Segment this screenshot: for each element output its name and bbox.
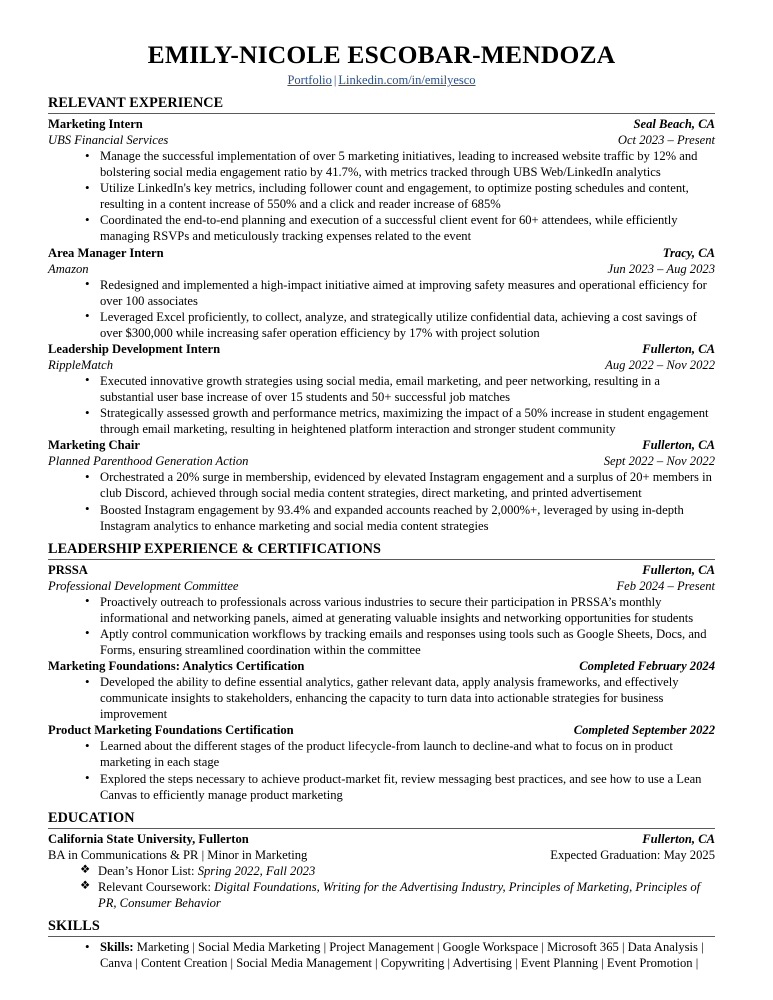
entry-subheader-row xyxy=(48,132,715,148)
skills-value: Marketing | Social Media Marketing | Project Management | Google Workspace | Microsoft 365 | Data Analysis | Canva | Content Creation | Social Media Management | Copywriting | Advertising | Event Planning | Event Promotion | xyxy=(100,940,704,971)
certification-date: Completed September 2022 xyxy=(573,723,715,738)
entry-header-row xyxy=(48,658,715,674)
section-heading: EDUCATION xyxy=(48,809,135,826)
certification-title: Marketing Foundations: Analytics Certification xyxy=(48,659,305,674)
list-item: • Orchestrated a 20% surge in membership, evidenced by elevated Instagram engagement and a surplus of 20+ members in club Discord, achieved through social media content strategies, direct marketing, and printed advertisement xyxy=(48,469,715,501)
certification-title: Product Marketing Foundations Certification xyxy=(48,723,294,738)
entry-subheader-row xyxy=(48,453,715,469)
school-location: Fullerton, CA xyxy=(642,831,715,846)
list-item xyxy=(48,863,715,879)
section-leadership-certifications xyxy=(48,541,715,803)
linkedin-link[interactable]: Linkedin.com/in/emilyesco xyxy=(338,73,476,87)
list-item: • Strategically assessed growth and performance metrics, maximizing the impact of a 50% increase in student engagement through email marketing, resulting in heightened platform interaction and stronger student community xyxy=(48,405,715,437)
entry-subheader-row xyxy=(48,357,715,373)
section-divider xyxy=(48,113,715,114)
role-date: Feb 2024 – Present xyxy=(616,578,715,593)
organization: UBS Financial Services xyxy=(48,133,169,147)
graduation-date: Expected Graduation: May 2025 xyxy=(550,847,715,862)
section-heading: SKILLS xyxy=(48,918,100,934)
job-date: Jun 2023 – Aug 2023 xyxy=(607,261,715,276)
section-heading: RELEVANT EXPERIENCE xyxy=(48,95,224,111)
entry-header-row xyxy=(48,722,715,738)
list-item: • Leveraged Excel proficiently, to collect, analyze, and strategically utilize confidential data, achieving a cost savings of over $300,000 while increasing safer operation efficiency by 17% with project solution xyxy=(48,309,715,341)
list-item: • Executed innovative growth strategies using social media, email marketing, and peer networking, resulting in a substantial user base increase of over 15 students and 50+ successful job matches xyxy=(48,373,715,405)
bullet-list xyxy=(48,674,715,722)
skills-bullet-list xyxy=(48,939,715,971)
section-divider xyxy=(48,936,715,937)
section-divider xyxy=(48,559,715,560)
job-location: Seal Beach, CA xyxy=(633,117,715,131)
coursework-label: Relevant Coursework: xyxy=(98,879,211,894)
honors-value: Spring 2022, Fall 2023 xyxy=(197,863,316,878)
certification-date: Completed February 2024 xyxy=(579,659,715,674)
entry-header-row xyxy=(48,437,715,453)
page-title: EMILY-NICOLE ESCOBAR-MENDOZA xyxy=(147,40,616,69)
section-heading: LEADERSHIP EXPERIENCE & CERTIFICATIONS xyxy=(48,540,381,557)
job-title: Area Manager Intern xyxy=(48,245,164,260)
list-item: • Utilize LinkedIn's key metrics, including follower count and engagement, to optimize posting schedules and content, resulting in a content increase of 550% and a click and reader increase of 685% xyxy=(48,180,715,212)
organization-name: PRSSA xyxy=(48,562,88,577)
job-title: Marketing Intern xyxy=(48,117,143,131)
portfolio-link[interactable]: Portfolio xyxy=(287,73,332,87)
certification-entry xyxy=(48,722,715,802)
list-item: • Learned about the different stages of the product lifecycle-from launch to decline-and what to focus on in product marketing in each stage xyxy=(48,738,715,770)
entry-header-row xyxy=(48,341,715,357)
organization: Amazon xyxy=(48,261,89,276)
skills-label: Skills: xyxy=(100,940,134,954)
entry-header-row xyxy=(48,116,715,132)
organization: RippleMatch xyxy=(48,357,114,372)
bullet-list xyxy=(48,148,715,245)
job-location: Tracy, CA xyxy=(662,245,715,260)
list-item: • Proactively outreach to professionals across various industries to secure their participation in PRSSA’s monthly informational and networking panels, aimed at generating valuable insights and networking opportunities for students xyxy=(48,594,715,626)
entry-subheader-row xyxy=(48,261,715,277)
list-item: • Coordinated the end-to-end planning and execution of a successful client event for 60+ attendees, while efficiently managing RSVPs and meticulously tracking expenses related to the event xyxy=(48,212,715,244)
contact-links xyxy=(48,72,715,88)
bullet-list xyxy=(48,594,715,658)
job-date: Aug 2022 – Nov 2022 xyxy=(605,357,715,372)
section-relevant-experience xyxy=(48,95,715,534)
bullet-list xyxy=(48,373,715,437)
role-title: Professional Development Committee xyxy=(48,578,239,593)
list-item xyxy=(48,939,715,971)
certification-entry xyxy=(48,658,715,722)
link-separator: | xyxy=(333,73,337,87)
section-divider xyxy=(48,828,715,829)
experience-entry xyxy=(48,341,715,437)
list-item: • Manage the successful implementation of over 5 marketing initiatives, leading to increased website traffic by 12% and bolstering social media engagement ratio by 41.7%, with metrics tracked through UBS Web/LinkedIn analytics xyxy=(48,148,715,180)
entry-header-row xyxy=(48,831,715,847)
job-location: Fullerton, CA xyxy=(642,438,715,453)
leadership-entry xyxy=(48,562,715,658)
section-education xyxy=(48,810,715,911)
bullet-list xyxy=(48,738,715,802)
entry-header-row xyxy=(48,245,715,261)
list-item xyxy=(48,879,715,911)
education-bullet-list xyxy=(48,863,715,911)
list-item: • Redesigned and implemented a high-impact initiative aimed at improving safety measures and operational efficiency for over 100 associates xyxy=(48,277,715,309)
list-item: • Explored the steps necessary to achieve product-market fit, review messaging best practices, and see how to use a Lean Canvas to efficiently manage product marketing xyxy=(48,771,715,803)
organization: Planned Parenthood Generation Action xyxy=(48,454,249,469)
coursework-value: Digital Foundations, Writing for the Advertising Industry, Principles of Marketing, Principles of PR, Consumer Behavior xyxy=(98,879,701,910)
job-title: Marketing Chair xyxy=(48,438,140,453)
bullet-list xyxy=(48,277,715,341)
school-name: California State University, Fullerton xyxy=(48,831,249,846)
job-date: Sept 2022 – Nov 2022 xyxy=(603,454,715,469)
experience-entry xyxy=(48,116,715,245)
experience-entry xyxy=(48,437,715,533)
entry-subheader-row xyxy=(48,578,715,594)
entry-subheader-row xyxy=(48,847,715,863)
list-item: • Boosted Instagram engagement by 93.4% and expanded accounts reached by 2,000%+, leveraged by using in-depth Instagram analytics to enhance marketing and social media content strategies xyxy=(48,502,715,534)
bullet-list xyxy=(48,469,715,533)
honors-label: Dean’s Honor List: xyxy=(98,863,195,878)
experience-entry xyxy=(48,245,715,341)
list-item: • Aptly control communication workflows by tracking emails and responses using tools such as Google Sheets, Docs, and Forms, ensuring streamlined coordination within the committee xyxy=(48,626,715,658)
job-date: Oct 2023 – Present xyxy=(617,133,715,147)
degree: BA in Communications & PR | Minor in Marketing xyxy=(48,847,308,862)
job-title: Leadership Development Intern xyxy=(48,341,221,356)
job-location: Fullerton, CA xyxy=(642,341,715,356)
section-skills xyxy=(48,918,715,971)
entry-header-row xyxy=(48,562,715,578)
organization-location: Fullerton, CA xyxy=(642,562,715,577)
list-item: • Developed the ability to define essential analytics, gather relevant data, apply analysis frameworks, and effectively communicate insights to stakeholders, enhancing the capacity to turn data into actionable strategies for business improvement xyxy=(48,674,715,722)
